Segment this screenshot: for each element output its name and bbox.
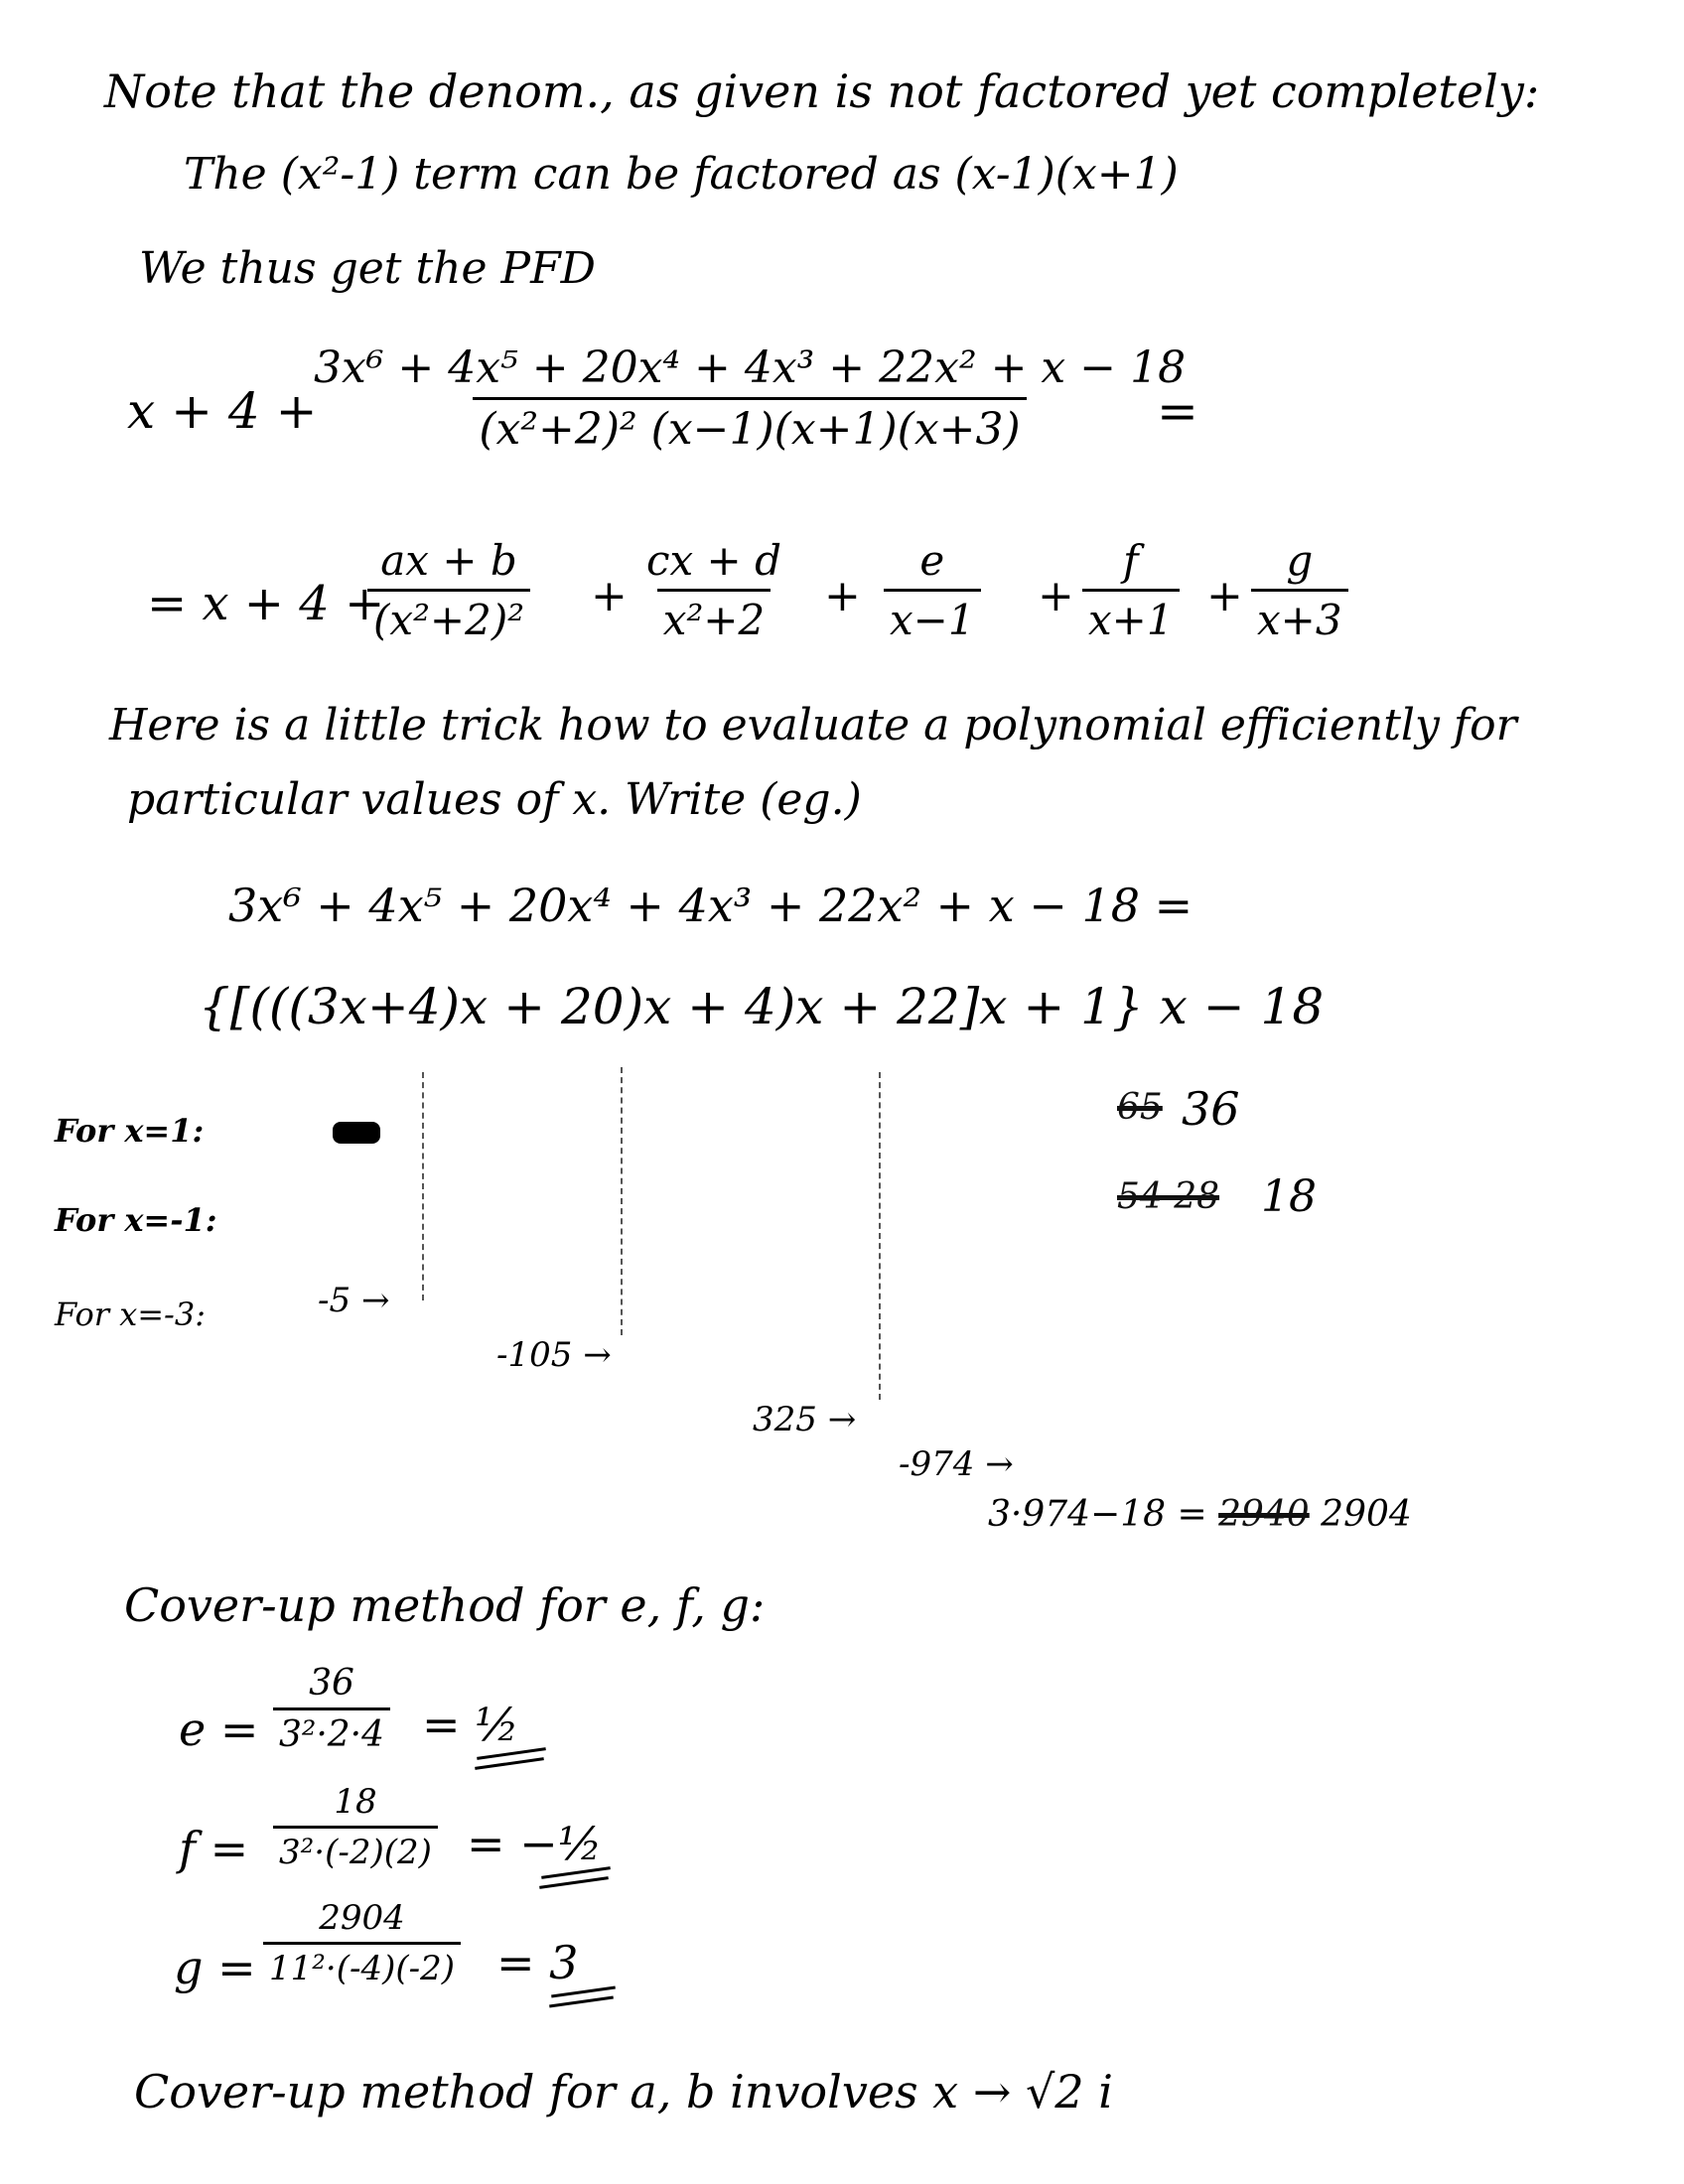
horner-expression: {[(((3x+4)x + 20)x + 4)x + 22]x + 1} x − 18 [199,978,1325,1035]
value-m5: -5 → [318,1281,390,1320]
f-lhs: f = [179,1822,249,1875]
r1-struck: 65 [1117,1087,1163,1128]
plus-3: + [1038,571,1074,621]
trick-line1: Here is a little trick how to evaluate a polynomial efficiently for [109,700,1517,751]
guide-line-2 [621,1067,623,1335]
r1-value: 36 [1182,1082,1240,1136]
pfd-lead: x + 4 + [127,382,318,440]
g-result: = 3 [496,1936,579,1989]
value-m105: -105 → [496,1335,612,1375]
trick-line2: particular values of x. Write (eg.) [127,774,862,825]
for-x-m3: For x=-3: [55,1296,206,1333]
r2-value: 18 [1261,1171,1317,1222]
term-ab: ax + b (x²+2)² [367,536,530,644]
g-lhs: g = [174,1941,256,1994]
final-computation: 3·974−18 = 2940 2904 [988,1494,1412,1535]
plus-1: + [591,571,628,621]
pfd-numerator: 3x⁶ + 4x⁵ + 20x⁴ + 4x³ + 22x² + x − 18 [314,342,1187,393]
e-fraction: 36 3²·2·4 [273,1663,390,1755]
for-x-1: For x=1: [55,1112,205,1150]
coverup-title: Cover-up method for e, f, g: [124,1578,766,1632]
pfd-lead2: = x + 4 + [147,576,385,631]
guide-line-3 [879,1072,881,1400]
for-x-m1: For x=-1: [55,1201,217,1239]
poly-expression: 3x⁶ + 4x⁵ + 20x⁴ + 4x³ + 22x² + x − 18 = [228,879,1193,932]
pfd-equals: = [1157,382,1198,440]
r2-struck: 54 28 [1117,1176,1220,1217]
term-g: g x+3 [1251,536,1348,644]
term-cd: cx + d x²+2 [646,536,781,644]
f-result: = −½ [467,1817,603,1870]
e-lhs: e = [179,1703,259,1756]
e-result: = ½ [422,1698,519,1751]
scribble-mark [333,1122,380,1144]
factor-line: The (x²-1) term can be factored as (x-1)(x+1) [184,149,1179,200]
term-e: e x−1 [884,536,981,644]
value-325: 325 → [753,1400,857,1439]
term-f: f x+1 [1082,536,1180,644]
value-m974: -974 → [899,1444,1014,1484]
pfd-denominator: (x²+2)² (x−1)(x+1)(x+3) [473,397,1026,455]
f-fraction: 18 3²·(-2)(2) [273,1782,438,1872]
guide-line-1 [422,1072,424,1300]
pfd-main-fraction [308,342,1192,455]
pfd-intro: We thus get the PFD [139,243,596,294]
coverup-ab-line: Cover-up method for a, b involves x → √2 i [134,2065,1113,2118]
note-line: Note that the denom., as given is not factored yet completely: [104,65,1540,118]
g-fraction: 2904 11²·(-4)(-2) [263,1898,461,1988]
plus-2: + [824,571,861,621]
plus-4: + [1206,571,1243,621]
